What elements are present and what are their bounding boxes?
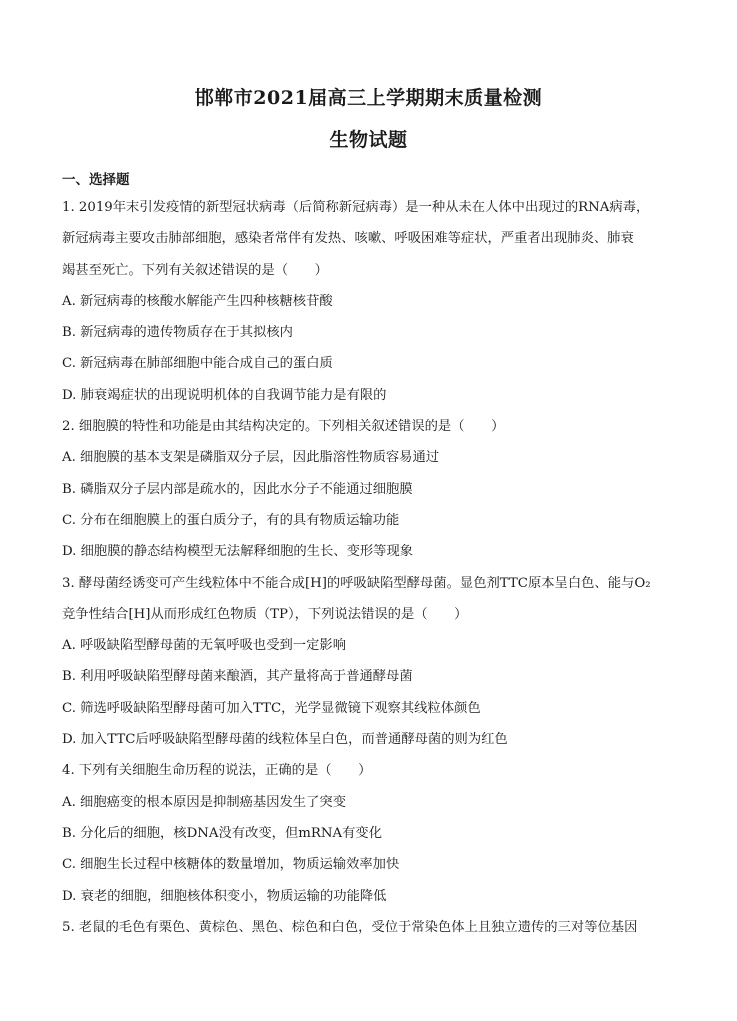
q4-stem: 4. 下列有关细胞生命历程的说法，正确的是（ ） bbox=[62, 763, 372, 779]
q1-option-c: C. 新冠病毒在肺部细胞中能合成自己的蛋白质 bbox=[62, 356, 333, 372]
q4-option-d: D. 衰老的细胞，细胞核体积变小，物质运输的功能降低 bbox=[62, 888, 387, 904]
q1-stem-line-2: 新冠病毒主要攻击肺部细胞，感染者常伴有发热、咳嗽、呼吸困难等症状，严重者出现肺炎、肺衰 bbox=[62, 231, 634, 247]
q2-option-d: D. 细胞膜的静态结构模型无法解释细胞的生长、变形等现象 bbox=[62, 544, 414, 560]
q3-option-d: D. 加入TTC后呼吸缺陷型酵母菌的线粒体呈白色，而普通酵母菌的则为红色 bbox=[62, 732, 508, 748]
page-title: 邯郸市2021届高三上学期期末质量检测 bbox=[194, 87, 543, 109]
page-subtitle: 生物试题 bbox=[329, 129, 408, 151]
q4-option-c: C. 细胞生长过程中核糖体的数量增加，物质运输效率加快 bbox=[62, 857, 400, 873]
q1-option-d: D. 肺衰竭症状的出现说明机体的自我调节能力是有限的 bbox=[62, 387, 387, 403]
q1-stem-line-3: 竭甚至死亡。下列有关叙述错误的是（ ） bbox=[62, 262, 328, 278]
q4-option-b: B. 分化后的细胞，核DNA没有改变，但mRNA有变化 bbox=[62, 825, 383, 841]
q5-stem-line-1: 5. 老鼠的毛色有栗色、黄棕色、黑色、棕色和白色，受位于常染色体上且独立遗传的三对等位基因 bbox=[62, 919, 638, 935]
q2-stem: 2. 细胞膜的特性和功能是由其结构决定的。下列相关叙述错误的是（ ） bbox=[62, 419, 505, 435]
section-heading: 一、选择题 bbox=[62, 172, 130, 188]
q1-stem-line-1: 1. 2019年末引发疫情的新型冠状病毒（后简称新冠病毒）是一种从未在人体中出现过的RNA病毒， bbox=[62, 200, 650, 215]
q1-option-b: B. 新冠病毒的遗传物质存在于其拟核内 bbox=[62, 325, 293, 341]
q3-option-a: A. 呼吸缺陷型酵母菌的无氧呼吸也受到一定影响 bbox=[62, 638, 346, 654]
q2-option-a: A. 细胞膜的基本支架是磷脂双分子层，因此脂溶性物质容易通过 bbox=[62, 450, 440, 466]
q1-option-a: A. 新冠病毒的核酸水解能产生四种核糖核苷酸 bbox=[62, 293, 333, 309]
q3-option-c: C. 筛选呼吸缺陷型酵母菌可加入TTC，光学显微镜下观察其线粒体颜色 bbox=[62, 700, 481, 716]
q2-option-c: C. 分布在细胞膜上的蛋白质分子，有的具有物质运输功能 bbox=[62, 512, 400, 528]
q3-option-b: B. 利用呼吸缺陷型酵母菌来酿酒，其产量将高于普通酵母菌 bbox=[62, 669, 413, 685]
q3-stem-line-2: 竞争性结合[H]从而形成红色物质（TP），下列说法错误的是（ ） bbox=[62, 606, 468, 622]
q4-option-a: A. 细胞癌变的根本原因是抑制癌基因发生了突变 bbox=[62, 794, 346, 810]
q3-stem-line-1: 3. 酵母菌经诱变可产生线粒体中不能合成[H]的呼吸缺陷型酵母菌。显色剂TTC原本呈白色、能与O₂ bbox=[62, 575, 651, 591]
question-body bbox=[62, 192, 702, 943]
q2-option-b: B. 磷脂双分子层内部是疏水的，因此水分子不能通过细胞膜 bbox=[62, 481, 413, 497]
